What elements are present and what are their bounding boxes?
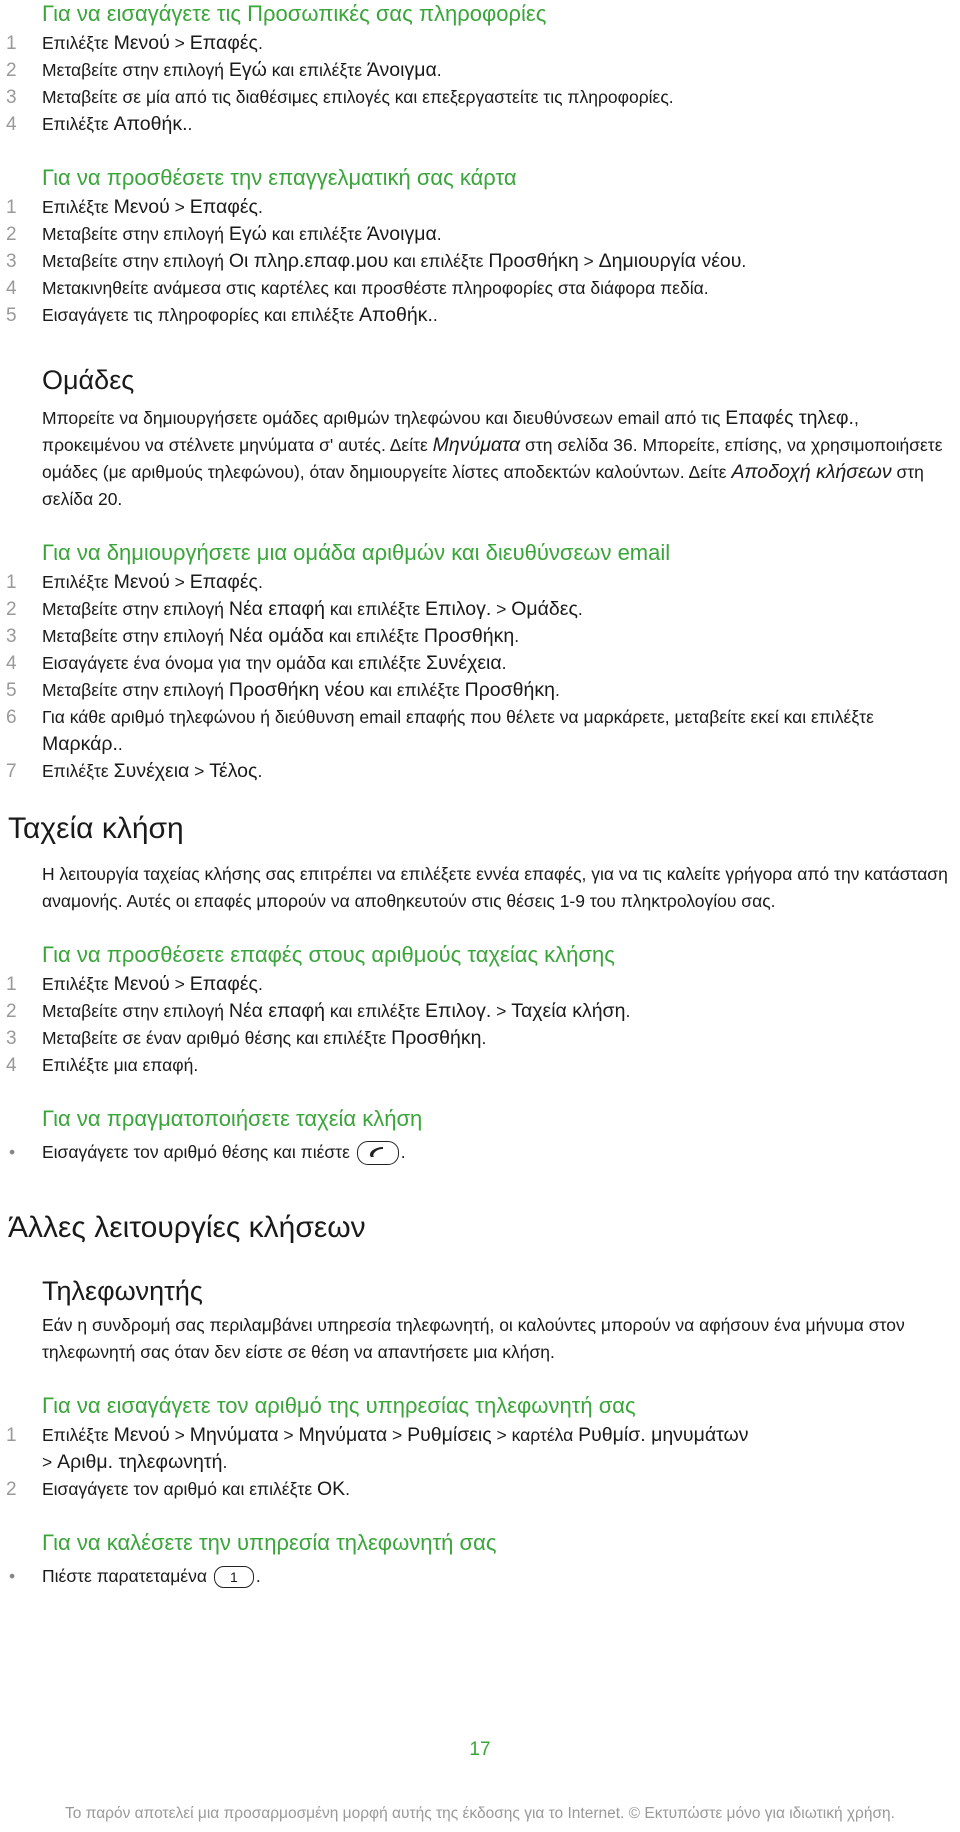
steps-personal-info [6, 30, 948, 138]
step-item: 2 Μεταβείτε στην επιλογή Εγώ και επιλέξτε Άνοιγμα. [6, 223, 442, 245]
link-messages[interactable]: Μηνύματα [432, 434, 521, 456]
step-item: 1 Επιλέξτε Μενού > Επαφές. [6, 571, 263, 593]
heading-groups: Ομάδες [42, 365, 135, 395]
groups-text-4: στη σελίδα 20. [42, 462, 924, 509]
bullet-call-voicemail-text: Πιέστε παρατεταμένα [42, 1566, 207, 1586]
speed-dial-paragraph: Η λειτουργία ταχείας κλήσης σας επιτρέπει να επιλέξετε εννέα επαφές, για να τις καλείτε γρήγορα από την κατάσταση αναμονής. Αυτές οι επαφές μπορούν να αποθηκευτούν στις θέσεις 1-9 του πληκτρολογίου σας. [42, 864, 948, 911]
step-item: 4 Επιλέξτε μια επαφή. [6, 1055, 199, 1076]
key-1-icon: 1 [214, 1566, 254, 1588]
heading-create-group: Για να δημιουργήσετε μια ομάδα αριθμών και διευθύνσεων email [42, 540, 671, 565]
link-accept-calls[interactable]: Αποδοχή κλήσεων [731, 461, 892, 483]
step-item: 1 Επιλέξτε Μενού > Επαφές. [6, 973, 263, 995]
step-item: 2 Μεταβείτε στην επιλογή Εγώ και επιλέξτε Άνοιγμα. [6, 59, 442, 81]
step-item: 3 Μεταβείτε στην επιλογή Νέα ομάδα και επιλέξτε Προσθήκη. [6, 625, 520, 647]
bullet-call-voicemail: • Πιέστε παρατεταμένα 1 . [42, 1563, 948, 1590]
heading-call-voicemail: Για να καλέσετε την υπηρεσία τηλεφωνητή σας [42, 1530, 497, 1555]
heading-add-speed-dial: Για να προσθέσετε επαφές στους αριθμούς ταχείας κλήσης [42, 942, 615, 967]
heading-business-card: Για να προσθέσετε την επαγγελματική σας κάρτα [42, 165, 517, 190]
step-item: 3 Μεταβείτε στην επιλογή Οι πληρ.επαφ.μου και επιλέξτε Προσθήκη > Δημιουργία νέου. [6, 250, 747, 272]
step-item: 5 Μεταβείτε στην επιλογή Προσθήκη νέου και επιλέξτε Προσθήκη. [6, 679, 560, 701]
heading-voicemail: Τηλεφωνητής [42, 1276, 203, 1306]
heading-make-speed-dial: Για να πραγματοποιήσετε ταχεία κλήση [42, 1106, 423, 1131]
heading-enter-voicemail-number: Για να εισαγάγετε τον αριθμό της υπηρεσίας τηλεφωνητή σας [42, 1393, 636, 1418]
heading-other-call-functions: Άλλες λειτουργίες κλήσεων [8, 1211, 366, 1244]
voicemail-paragraph: Εάν η συνδρομή σας περιλαμβάνει υπηρεσία τηλεφωνητή, οι καλούντες μπορούν να αφήσουν ένα μήνυμα στον τηλεφωνητή σας όταν δεν είστε σε θέση να απαντήσετε μια κλήση. [42, 1315, 905, 1362]
groups-text-1: Μπορείτε να δημιουργήσετε ομάδες αριθμών τηλεφώνου και διευθύνσεων email από τις [42, 408, 726, 428]
groups-text-3: στη σελίδα 36. Μπορείτε, επίσης, να χρησιμοποιήσετε ομάδες (με αριθμούς τηλεφώνου), όταν δημιουργείτε λίστες αποδεκτών καλούντων. Δείτε [42, 435, 943, 482]
step-item: 1 Επιλέξτε Μενού > Μηνύματα > Μηνύματα > Ρυθμίσεις > καρτέλα Ρυθμίσ. μηνυμάτων > Αριθμ. τηλεφωνητή. [6, 1424, 749, 1473]
step-item: 3 Μεταβείτε σε έναν αριθμό θέσης και επιλέξτε Προσθήκη. [6, 1027, 487, 1049]
footer-note: Το παρόν αποτελεί μια προσαρμοσμένη μορφή αυτής της έκδοσης για το Internet. © Εκτυπώστε μόνο για ιδιωτική χρήση. [65, 1805, 895, 1822]
step-item: 2 Εισαγάγετε τον αριθμό και επιλέξτε OK. [6, 1478, 351, 1500]
groups-ui-contacts: Επαφές τηλεφ. [725, 407, 854, 429]
step-item: 4 Επιλέξτε Αποθήκ.. [6, 113, 193, 135]
step-item: 4 Μετακινηθείτε ανάμεσα στις καρτέλες και προσθέστε πληροφορίες στα διάφορα πεδία. [6, 278, 709, 299]
groups-paragraph [42, 405, 948, 513]
steps-business-card [6, 194, 948, 329]
groups-text-2: , προκειμένου να στέλνετε μηνύματα σ' αυτές. Δείτε [42, 408, 859, 455]
steps-add-speed-dial [6, 971, 948, 1079]
step-item: 7 Επιλέξτε Συνέχεια > Τέλος. [6, 760, 263, 782]
bullet-speed-dial: • Εισαγάγετε τον αριθμό θέσης και πιέστε . [42, 1139, 948, 1166]
page-number: 17 [469, 1739, 491, 1760]
step-item: 6 Για κάθε αριθμό τηλεφώνου ή διεύθυνση email επαφής που θέλετε να μαρκάρετε, μεταβείτε εκεί και επιλέξτε Μαρκάρ.. [6, 707, 874, 755]
step-item: 1 Επιλέξτε Μενού > Επαφές. [6, 196, 263, 218]
step-item: 2 Μεταβείτε στην επιλογή Νέα επαφή και επιλέξτε Επιλογ. > Ταχεία κλήση. [6, 1000, 631, 1022]
bullet-speed-dial-text: Εισαγάγετε τον αριθμό θέσης και πιέστε [42, 1142, 350, 1162]
steps-voicemail-number [6, 1422, 948, 1503]
step-item: 3 Μεταβείτε σε μία από τις διαθέσιμες επιλογές και επεξεργαστείτε τις πληροφορίες. [6, 87, 674, 108]
step-item: 5 Εισαγάγετε τις πληροφορίες και επιλέξτε Αποθήκ.. [6, 304, 438, 326]
heading-speed-dial: Ταχεία κλήση [8, 812, 184, 845]
heading-personal-info: Για να εισαγάγετε τις Προσωπικές σας πληροφορίες [42, 1, 547, 26]
step-item: 4 Εισαγάγετε ένα όνομα για την ομάδα και επιλέξτε Συνέχεια. [6, 652, 507, 674]
step-item: 2 Μεταβείτε στην επιλογή Νέα επαφή και επιλέξτε Επιλογ. > Ομάδες. [6, 598, 583, 620]
call-key-icon [357, 1141, 399, 1165]
steps-create-group [6, 569, 948, 785]
step-item: 1 Επιλέξτε Μενού > Επαφές. [6, 32, 263, 54]
